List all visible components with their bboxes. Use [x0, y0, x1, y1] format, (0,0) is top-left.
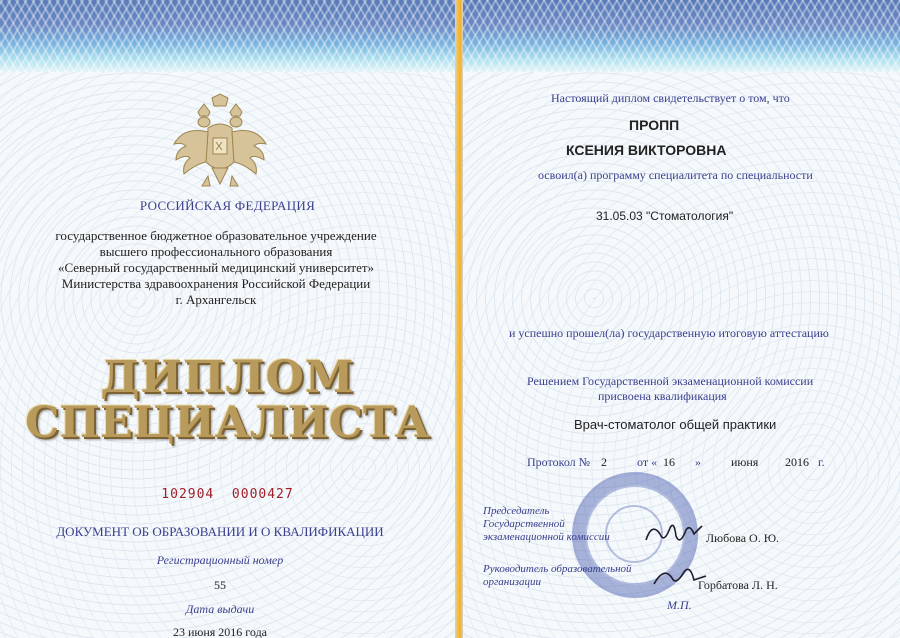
chair-name: Любова О. Ю.: [706, 531, 780, 545]
stamp-place-label: М.П.: [667, 598, 692, 612]
issue-date-label: Дата выдачи: [185, 602, 255, 616]
registration-number-value: 55: [214, 578, 226, 592]
chair-label-line-2: Государственной: [483, 518, 565, 530]
head-label-line-1: Руководитель образовательной: [483, 563, 632, 575]
protocol-year: 2016: [785, 455, 809, 469]
head-label-line-2: организации: [483, 576, 542, 588]
protocol-close-quote: »: [695, 455, 701, 469]
qualification-value: Врач-стоматолог общей практики: [574, 417, 777, 432]
commission-decision-line-1: Решением Государственной экзаменационной комиссии: [527, 374, 814, 388]
right-top-security-band: [463, 0, 900, 72]
chair-label-line-1: Председатель: [483, 505, 550, 517]
diploma-title-line-2: СПЕЦИАЛИСТА: [25, 398, 430, 448]
protocol-day: 16: [663, 455, 675, 469]
protocol-label: Протокол №: [527, 455, 591, 469]
protocol-year-suffix: г.: [818, 455, 825, 469]
diploma-serial-number: 102904 0000427: [161, 487, 294, 502]
program-text: освоил(а) программу специалитета по специальности: [538, 168, 813, 182]
protocol-from-label: от «: [637, 455, 658, 469]
attestation-text: и успешно прошел(ла) государственную итоговую аттестацию: [509, 326, 829, 340]
left-top-security-band: [0, 0, 455, 72]
institution-line-2: высшего профессионального образования: [99, 244, 333, 259]
chair-label-line-3: экзаменационной комиссии: [483, 531, 610, 543]
institution-line-4: Министерства здравоохранения Российской Федерации: [61, 276, 371, 291]
coat-of-arms-icon: [168, 92, 272, 196]
diploma-title-line-1: ДИПЛОМ: [100, 352, 355, 403]
graduate-surname: ПРОПП: [629, 117, 680, 133]
institution-line-5: г. Архангельск: [175, 292, 257, 307]
diploma-spine: [455, 0, 463, 638]
specialty-value: 31.05.03 "Стоматология": [596, 209, 734, 223]
protocol-number: 2: [601, 455, 607, 469]
issue-date-value: 23 июня 2016 года: [172, 625, 268, 638]
registration-number-label: Регистрационный номер: [156, 553, 284, 567]
head-name: Горбатова Л. Н.: [698, 578, 778, 592]
federation-label: РОССИЙСКАЯ ФЕДЕРАЦИЯ: [139, 198, 316, 213]
institution-line-1: государственное бюджетное образовательное учреждение: [55, 228, 377, 243]
document-type-label: ДОКУМЕНТ ОБ ОБРАЗОВАНИИ И О КВАЛИФИКАЦИИ: [56, 524, 384, 539]
graduate-name: КСЕНИЯ ВИКТОРОВНА: [566, 142, 727, 158]
chair-signature-icon: [642, 516, 706, 550]
protocol-month: июня: [731, 455, 759, 469]
intro-text: Настоящий диплом свидетельствует о том, что: [551, 91, 790, 105]
commission-decision-line-2: присвоена квалификация: [598, 389, 727, 403]
institution-line-3: «Северный государственный медицинский университет»: [57, 260, 375, 275]
